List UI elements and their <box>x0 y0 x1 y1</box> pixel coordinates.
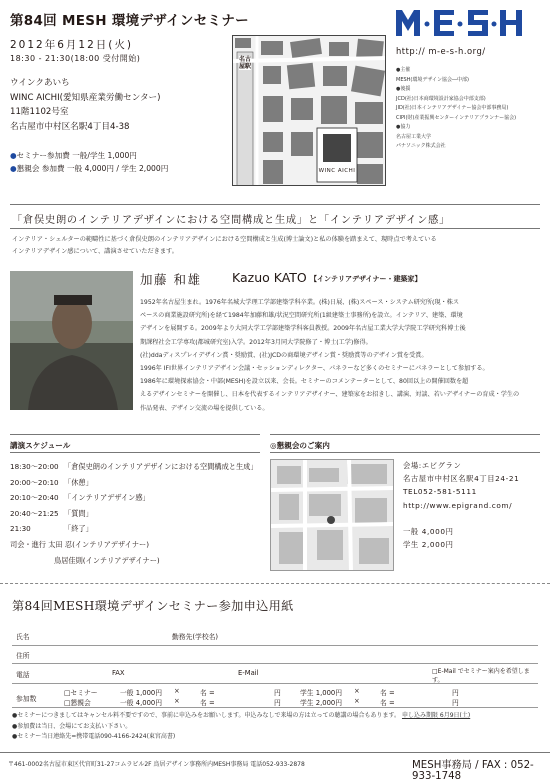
event-time: 18:30 - 21:30(18:00 受付開始) <box>10 54 141 63</box>
party-fee: ●懇親会 参加費 一般 4,000円 / 学生 2,000円 <box>10 164 169 173</box>
organizer-line: ●協力 <box>396 124 411 131</box>
party-fee-student: 学生 2,000円 <box>403 540 454 550</box>
party-tel: TEL052-581-5111 <box>403 487 477 497</box>
organizer-line: JID(社)日本インテリアデザイナー協会中部事務局) <box>396 105 509 112</box>
schedule-item: 20:00〜20:10 「休憩」 <box>10 477 93 487</box>
party-map-drawing <box>271 460 394 571</box>
organizer-line: ●後援 <box>396 86 411 93</box>
organizer-line: ●主催 <box>396 67 411 73</box>
lecture-headline: 「倉俣史朗のインテリアデザインにおける空間構成と生成」と「インテリアデザイン感」 <box>12 215 451 226</box>
event-date: 2012年6月12日(火) <box>10 39 133 51</box>
divider <box>270 452 540 453</box>
party-fee-general: 一般 4,000円 <box>403 526 454 536</box>
organizer-line: MESH(環境デザイン協会―中部) <box>396 76 469 83</box>
party-heading: ◎懇親会のご案内 <box>270 441 330 450</box>
party-info <box>403 459 519 551</box>
footer-address: 〒461-0002名古屋市東区代官町31-27コムラビル2F 鳥居デザイン事務所内MESH事務局 電話052-933-2878 <box>8 761 305 768</box>
venue-map <box>232 35 386 186</box>
station-label: 名古屋駅 <box>239 56 252 70</box>
divider <box>10 434 260 435</box>
divider <box>10 204 540 205</box>
mesh-url[interactable]: http:// m-e-s-h.org/ <box>396 46 486 56</box>
mesh-logo <box>394 6 524 40</box>
moderator: 鳥居佳則(インテリアデザイナー) <box>54 555 160 565</box>
speaker-photo <box>10 271 133 410</box>
venue-map-drawing <box>233 36 386 186</box>
footer-office: MESH事務局 / FAX : 052-933-1748 <box>412 760 534 780</box>
schedule-item: 20:40〜21:25 「質問」 <box>10 508 93 518</box>
venue-line: 名古屋市中村区名駅4丁目4-38 <box>10 121 130 132</box>
seminar-fee: ●セミナー参加費 一般/学生 1,000円 <box>10 151 137 160</box>
note-line: ●参加費は当日、会場にてお支払い下さい。 <box>12 722 132 730</box>
party-web[interactable]: http://www.epigrand.com/ <box>403 500 513 510</box>
cut-line <box>0 583 550 584</box>
moderator: 司会・進行 太田 忍(インテリアデザイナー) <box>10 539 150 549</box>
speaker-name-jp: 加藤 和雄 <box>140 272 202 287</box>
mesh-logo-mark <box>394 6 524 40</box>
party-venue: 会場:エビグラン <box>403 461 462 470</box>
note-line: ●セミナーにつきましてはキャンセル料不要ですので、事前に申込みをお願いします。申込みなしで来場の方は立っての聴講の場合もあります。 申し込み期限 6月9日(土) <box>12 712 471 719</box>
form-row-name[interactable]: 氏名 勤務先(学校名) <box>12 628 538 646</box>
schedule-item: 18:30〜20:00 「倉俣史朗のインテリアデザインにおける空間構成と生成」 <box>10 462 258 471</box>
party-map <box>270 459 394 571</box>
venue-line: ウインクあいち <box>10 78 70 88</box>
seminar-title: 第84回 MESH 環境デザインセミナー <box>10 13 249 29</box>
speaker-name-en: Kazuo KATO <box>232 270 307 285</box>
schedule-heading: 講演スケジュール <box>10 441 71 450</box>
schedule-list <box>10 459 258 568</box>
speaker-photo-drawing <box>10 271 133 410</box>
organizers-list <box>396 66 516 152</box>
organizer-line: パナソニック株式会社 <box>396 143 446 150</box>
form-row-participation[interactable]: 参加数 □セミナー □懇親会 一般 1,000円 一般 4,000円 × × 名 = 名 = 円 円 学生 1,000円 学生 2,000円 × × 名 = 名 = 円 円 <box>12 684 538 708</box>
schedule-item: 21:30 「終了」 <box>10 524 93 534</box>
spacer <box>403 512 519 525</box>
note-line: ●セミナー当日連絡先=携帯電話090-4166-2424(東宮高書) <box>12 733 176 740</box>
venue-block <box>10 76 161 134</box>
venue-line: 11階1102号室 <box>10 107 69 117</box>
bullet-icon: ● <box>10 151 17 160</box>
form-title: 第84回MESH環境デザインセミナー参加申込用紙 <box>12 599 294 613</box>
footer-divider <box>0 752 550 753</box>
divider <box>10 228 540 229</box>
venue-line: WINC AICHI(愛知県産業労働センター) <box>10 92 161 103</box>
party-address: 名古屋市中村区名駅4丁目24-21 <box>403 474 520 484</box>
fees-block <box>10 149 168 175</box>
form-notes <box>12 711 470 743</box>
deadline: 申し込み期限 6月9日(土) <box>401 712 471 719</box>
organizer-line: JCD(社)日本商環境設計家協会中部支部) <box>396 95 486 102</box>
form-row-address[interactable]: 住所 <box>12 646 538 664</box>
speaker-role: 【インテリアデザイナー・建築家】 <box>310 275 422 283</box>
form-row-contact[interactable]: 電話 FAX E-Mail □E-Mail でセミナー案内を希望します。 <box>12 664 538 684</box>
lecture-description: インテリア・シェルターの範疇性に基づく倉俣史朗のインテリアデザインにおける空間構成と生成(博士論文)と私の体験を踏まえて、現時点で考えている インテリアデザイン感について、講演させていただきます。 <box>12 236 437 255</box>
schedule-item: 20:10〜20:40 「インテリアデザイン感」 <box>10 493 150 503</box>
bullet-icon: ● <box>10 164 17 173</box>
organizer-line: 名古屋工業大学 <box>396 133 432 140</box>
organizer-line: CIPI(財)産業振興センターインテリアプランナー協会) <box>396 114 517 121</box>
divider <box>10 452 260 453</box>
building-label: WINC AICHI <box>318 168 356 174</box>
speaker-bio: 1952年名古屋生まれ。1976年名城大学理工学部建築学科卒業。(株)日展、(株)スペース・システム研究所(現・株ス ペースの商業施設研究所)を経て1984年加藤和雄/状況空間研究所(1級建築士事務所)を設立。インテリア、建築、環境 デザインを展開する。2009年より大同大学工学部建築学科客員教授。2009年名古屋工業大学大学院工学研究科博士後 期課程社会工学専攻(都城研究室)入学。2012年3月同大学院修了・博士(工学)修得。 (社)ddaディスプレイデザイン賞・奨励賞、(社)JCDの商環境デザイン賞・奨励賞等のデザイン賞を受賞。 1996年 IFI世界インテリアデザイン会議・セッションディレクター、パネラーなど多くのセミナーにパネラーとして参加する。 1986年に環境探索協会・中部(MESH)を設立以来、会長。セミナーのコメンテーターとして、80回以上の開催回数を超 えるデザインセミナーを開催し、日本を代表するインテリアデザイナー、建築家をお招きし、講演、対談、若いデザイナーの育成・学生の 作品発表、デザイン交流の場を提供している。 <box>140 299 520 412</box>
divider <box>270 434 540 435</box>
